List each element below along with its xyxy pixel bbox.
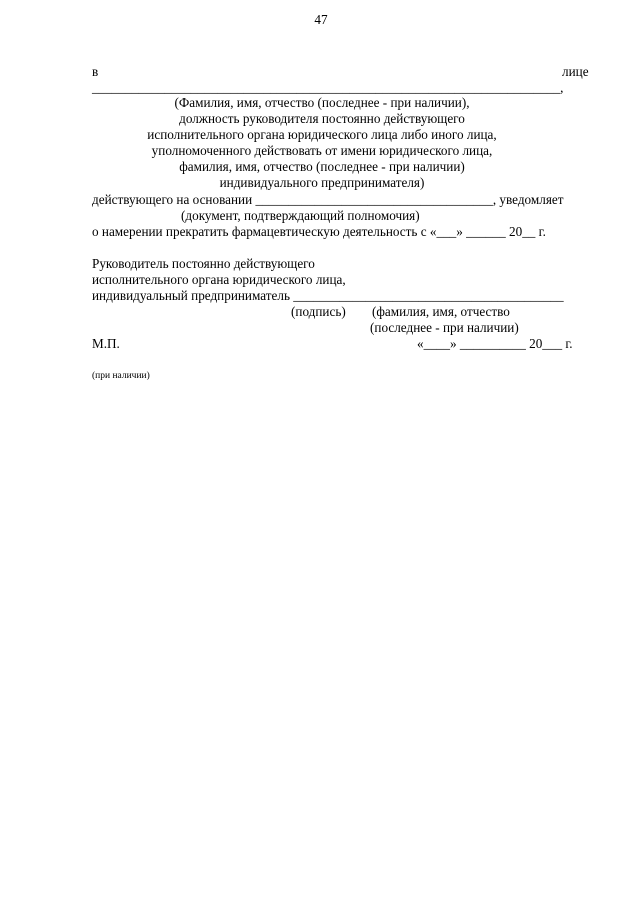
fio-blank-line: _______________________________________________________________________, [92,80,564,95]
name-caption-line-1: (фамилия, имя, отчество [372,304,510,319]
text-v: в [92,64,99,79]
signature-block-line-3: индивидуальный предприниматель _________________________________________ [92,288,564,303]
text-litse: лице [562,64,589,79]
page-number: 47 [314,12,328,27]
fio-caption-line-2: должность руководителя постоянно действующего [179,111,465,126]
fio-caption-line-4: уполномоченного действовать от имени юридического лица, [151,143,493,158]
fio-caption-line-5: фамилия, имя, отчество (последнее - при наличии) [179,159,465,174]
fio-caption-line-6: индивидуального предпринимателя) [219,175,425,190]
mp-label: М.П. [92,336,120,351]
fio-caption-line-3: исполнительного органа юридического лица либо иного лица, [147,127,497,142]
signature-caption: (подпись) [291,304,346,319]
fio-caption-line-1: (Фамилия, имя, отчество (последнее - при наличии), [174,95,470,110]
signature-block-line-2: исполнительного органа юридического лица, [92,272,346,287]
acting-basis-line: действующего на основании ____________________________________, уведомляет [92,192,564,207]
document-caption: (документ, подтверждающий полномочия) [181,208,420,223]
signature-block-line-1: Руководитель постоянно действующего [92,256,315,271]
mp-note: (при наличии) [92,371,150,381]
name-caption-line-2: (последнее - при наличии) [370,320,519,335]
date-line: «____» __________ 20___ г. [417,336,573,351]
intent-line: о намерении прекратить фармацевтическую деятельность с «___» ______ 20__ г. [92,224,546,239]
